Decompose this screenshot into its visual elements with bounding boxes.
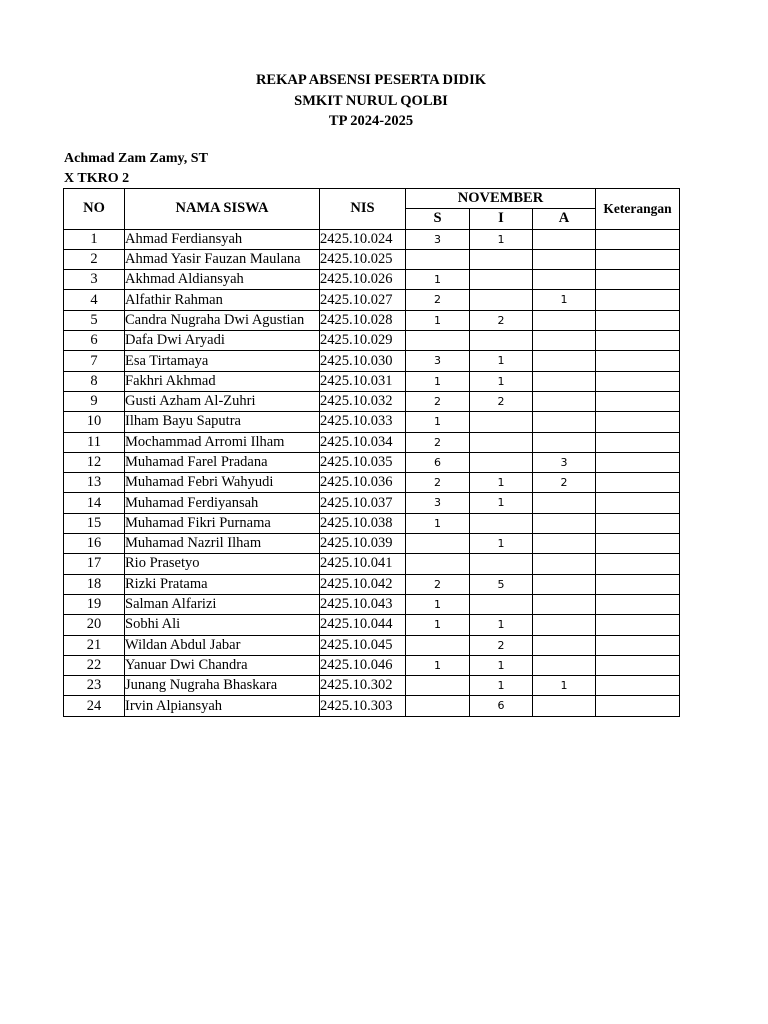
permit-count	[470, 554, 533, 574]
sick-count: 2	[406, 391, 470, 411]
note-cell	[596, 432, 680, 452]
student-nis: 2425.10.045	[320, 635, 406, 655]
note-cell	[596, 270, 680, 290]
student-name: Alfathir Rahman	[125, 290, 320, 310]
table-row	[64, 270, 680, 290]
title-line-1: REKAP ABSENSI PESERTA DIDIK	[255, 72, 487, 88]
student-nis: 2425.10.025	[320, 249, 406, 269]
student-name: Muhamad Febri Wahyudi	[125, 473, 320, 493]
row-number: 15	[64, 513, 125, 533]
sick-count: 1	[406, 594, 470, 614]
permit-count	[470, 432, 533, 452]
sick-count: 3	[406, 351, 470, 371]
sick-count: 2	[406, 290, 470, 310]
header-nis: NIS	[320, 189, 406, 230]
table-row	[64, 310, 680, 330]
table-row	[64, 594, 680, 614]
note-cell	[596, 473, 680, 493]
table-row	[64, 473, 680, 493]
note-cell	[596, 452, 680, 472]
sick-count: 1	[406, 371, 470, 391]
permit-count: 1	[470, 371, 533, 391]
sick-count: 2	[406, 473, 470, 493]
student-nis: 2425.10.039	[320, 534, 406, 554]
student-nis: 2425.10.028	[320, 310, 406, 330]
permit-count: 2	[470, 635, 533, 655]
row-number: 18	[64, 574, 125, 594]
absent-count	[533, 493, 596, 513]
student-nis: 2425.10.042	[320, 574, 406, 594]
header-month: NOVEMBER	[406, 189, 596, 209]
table-row	[64, 229, 680, 249]
student-nis: 2425.10.029	[320, 331, 406, 351]
table-row	[64, 676, 680, 696]
table-row	[64, 371, 680, 391]
note-cell	[596, 331, 680, 351]
note-cell	[596, 310, 680, 330]
sick-count: 2	[406, 432, 470, 452]
student-nis: 2425.10.037	[320, 493, 406, 513]
note-cell	[596, 615, 680, 635]
student-name: Ahmad Ferdiansyah	[125, 229, 320, 249]
row-number: 4	[64, 290, 125, 310]
student-name: Rio Prasetyo	[125, 554, 320, 574]
table-row	[64, 554, 680, 574]
sick-count: 1	[406, 270, 470, 290]
permit-count: 1	[470, 473, 533, 493]
note-cell	[596, 351, 680, 371]
student-nis: 2425.10.026	[320, 270, 406, 290]
row-number: 20	[64, 615, 125, 635]
student-name: Candra Nugraha Dwi Agustian	[125, 310, 320, 330]
permit-count: 1	[470, 493, 533, 513]
note-cell	[596, 574, 680, 594]
note-cell	[596, 412, 680, 432]
table-row	[64, 412, 680, 432]
row-number: 14	[64, 493, 125, 513]
table-row	[64, 493, 680, 513]
sick-count: 1	[406, 615, 470, 635]
permit-count	[470, 452, 533, 472]
student-name: Sobhi Ali	[125, 615, 320, 635]
sick-count	[406, 635, 470, 655]
sick-count	[406, 534, 470, 554]
permit-count	[470, 412, 533, 432]
sick-count	[406, 554, 470, 574]
table-row	[64, 655, 680, 675]
header-no: NO	[64, 189, 125, 230]
student-nis: 2425.10.046	[320, 655, 406, 675]
note-cell	[596, 655, 680, 675]
table-row	[64, 391, 680, 411]
absent-count	[533, 331, 596, 351]
absent-count	[533, 371, 596, 391]
row-number: 2	[64, 249, 125, 269]
student-name: Fakhri Akhmad	[125, 371, 320, 391]
absent-count	[533, 229, 596, 249]
header-permit: I	[470, 209, 533, 229]
absent-count	[533, 574, 596, 594]
student-nis: 2425.10.034	[320, 432, 406, 452]
permit-count: 5	[470, 574, 533, 594]
row-number: 6	[64, 331, 125, 351]
absent-count	[533, 432, 596, 452]
student-nis: 2425.10.032	[320, 391, 406, 411]
permit-count	[470, 594, 533, 614]
sick-count: 1	[406, 412, 470, 432]
table-row	[64, 331, 680, 351]
row-number: 1	[64, 229, 125, 249]
note-cell	[596, 594, 680, 614]
title-line-2: SMKIT NURUL QOLBI	[294, 92, 448, 109]
table-row	[64, 452, 680, 472]
permit-count: 1	[470, 534, 533, 554]
student-nis: 2425.10.302	[320, 676, 406, 696]
student-nis: 2425.10.030	[320, 351, 406, 371]
student-name: Salman Alfarizi	[125, 594, 320, 614]
absent-count	[533, 696, 596, 716]
permit-count	[470, 331, 533, 351]
student-nis: 2425.10.044	[320, 615, 406, 635]
student-nis: 2425.10.027	[320, 290, 406, 310]
note-cell	[596, 249, 680, 269]
absent-count	[533, 249, 596, 269]
header-sick: S	[406, 209, 470, 229]
permit-count: 1	[470, 655, 533, 675]
student-nis: 2425.10.024	[320, 229, 406, 249]
student-name: Muhamad Ferdiyansah	[125, 493, 320, 513]
note-cell	[596, 696, 680, 716]
permit-count: 1	[470, 676, 533, 696]
absent-count	[533, 554, 596, 574]
absent-count: 1	[533, 676, 596, 696]
table-row	[64, 635, 680, 655]
absent-count: 2	[533, 473, 596, 493]
student-nis: 2425.10.043	[320, 594, 406, 614]
note-cell	[596, 391, 680, 411]
header-note: Keterangan	[596, 189, 680, 230]
table-row	[64, 249, 680, 269]
document-title	[0, 70, 742, 132]
absent-count	[533, 635, 596, 655]
note-cell	[596, 513, 680, 533]
teacher-name: Achmad Zam Zamy, ST	[64, 151, 208, 166]
student-name: Esa Tirtamaya	[125, 351, 320, 371]
absent-count: 1	[533, 290, 596, 310]
table-row	[64, 513, 680, 533]
student-name: Dafa Dwi Aryadi	[125, 331, 320, 351]
student-name: Wildan Abdul Jabar	[125, 635, 320, 655]
row-number: 9	[64, 391, 125, 411]
note-cell	[596, 229, 680, 249]
table-row	[64, 351, 680, 371]
permit-count: 1	[470, 615, 533, 635]
sick-count: 1	[406, 513, 470, 533]
permit-count	[470, 270, 533, 290]
row-number: 12	[64, 452, 125, 472]
row-number: 10	[64, 412, 125, 432]
note-cell	[596, 371, 680, 391]
sick-count	[406, 696, 470, 716]
row-number: 23	[64, 676, 125, 696]
attendance-table	[63, 188, 680, 717]
permit-count	[470, 290, 533, 310]
row-number: 22	[64, 655, 125, 675]
row-number: 19	[64, 594, 125, 614]
sick-count	[406, 331, 470, 351]
permit-count	[470, 249, 533, 269]
student-name: Ahmad Yasir Fauzan Maulana	[125, 249, 320, 269]
row-number: 24	[64, 696, 125, 716]
sick-count	[406, 249, 470, 269]
permit-count: 2	[470, 310, 533, 330]
student-name: Yanuar Dwi Chandra	[125, 655, 320, 675]
sick-count: 1	[406, 655, 470, 675]
absent-count	[533, 513, 596, 533]
table-row	[64, 696, 680, 716]
permit-count	[470, 513, 533, 533]
permit-count: 2	[470, 391, 533, 411]
student-name: Mochammad Arromi Ilham	[125, 432, 320, 452]
table-row	[64, 615, 680, 635]
row-number: 16	[64, 534, 125, 554]
row-number: 11	[64, 432, 125, 452]
absent-count	[533, 310, 596, 330]
row-number: 5	[64, 310, 125, 330]
student-nis: 2425.10.031	[320, 371, 406, 391]
permit-count: 6	[470, 696, 533, 716]
note-cell	[596, 635, 680, 655]
student-name: Rizki Pratama	[125, 574, 320, 594]
header-name: NAMA SISWA	[125, 189, 320, 230]
note-cell	[596, 493, 680, 513]
student-name: Junang Nugraha Bhaskara	[125, 676, 320, 696]
absent-count	[533, 412, 596, 432]
absent-count	[533, 351, 596, 371]
absent-count	[533, 655, 596, 675]
table-row	[64, 290, 680, 310]
note-cell	[596, 534, 680, 554]
absent-count	[533, 594, 596, 614]
sick-count: 6	[406, 452, 470, 472]
sick-count	[406, 676, 470, 696]
student-name: Muhamad Nazril Ilham	[125, 534, 320, 554]
student-nis: 2425.10.038	[320, 513, 406, 533]
absent-count: 3	[533, 452, 596, 472]
absent-count	[533, 270, 596, 290]
note-cell	[596, 290, 680, 310]
student-name: Muhamad Fikri Purnama	[125, 513, 320, 533]
table-row	[64, 432, 680, 452]
row-number: 7	[64, 351, 125, 371]
header-absent: A	[533, 209, 596, 229]
row-number: 21	[64, 635, 125, 655]
row-number: 3	[64, 270, 125, 290]
row-number: 17	[64, 554, 125, 574]
student-name: Gusti Azham Al-Zuhri	[125, 391, 320, 411]
note-cell	[596, 676, 680, 696]
permit-count: 1	[470, 351, 533, 371]
sick-count: 2	[406, 574, 470, 594]
student-name: Ilham Bayu Saputra	[125, 412, 320, 432]
row-number: 13	[64, 473, 125, 493]
sick-count: 1	[406, 310, 470, 330]
student-nis: 2425.10.041	[320, 554, 406, 574]
title-line-3: TP 2024-2025	[328, 113, 414, 129]
student-nis: 2425.10.036	[320, 473, 406, 493]
student-name: Akhmad Aldiansyah	[125, 270, 320, 290]
student-nis: 2425.10.033	[320, 412, 406, 432]
table-row	[64, 574, 680, 594]
table-row	[64, 534, 680, 554]
absent-count	[533, 534, 596, 554]
class-name: X TKRO 2	[64, 171, 130, 186]
student-name: Muhamad Farel Pradana	[125, 452, 320, 472]
student-nis: 2425.10.303	[320, 696, 406, 716]
row-number: 8	[64, 371, 125, 391]
student-nis: 2425.10.035	[320, 452, 406, 472]
absent-count	[533, 391, 596, 411]
sick-count: 3	[406, 493, 470, 513]
absent-count	[533, 615, 596, 635]
note-cell	[596, 554, 680, 574]
student-name: Irvin Alpiansyah	[125, 696, 320, 716]
sick-count: 3	[406, 229, 470, 249]
permit-count: 1	[470, 229, 533, 249]
